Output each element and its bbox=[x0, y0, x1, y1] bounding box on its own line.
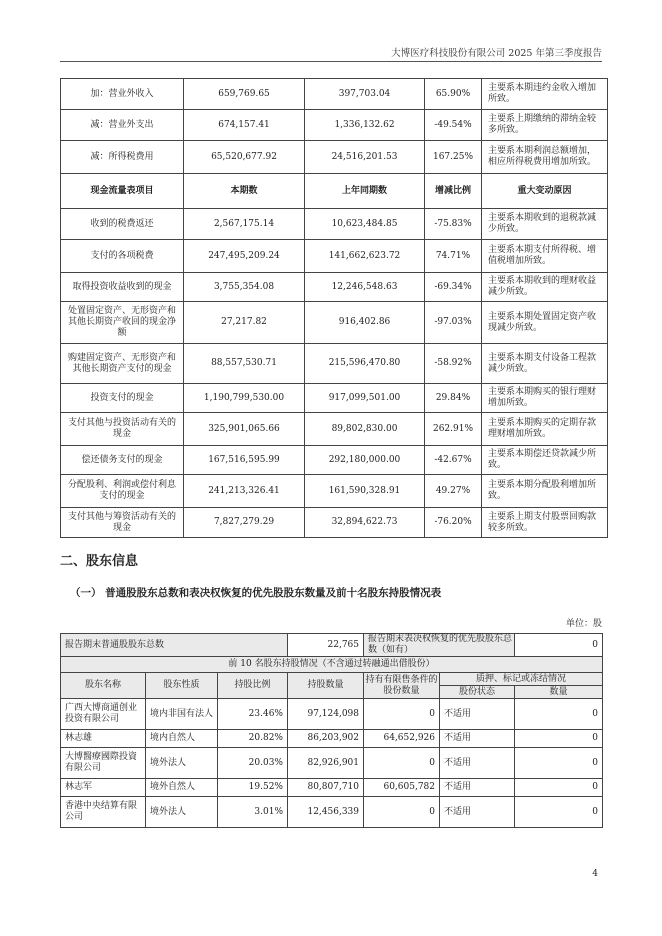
table-row bbox=[61, 79, 608, 110]
shareholder-name: 香港中央结算有限公司 bbox=[61, 797, 146, 828]
top10-caption-row bbox=[61, 657, 603, 673]
row-prior: 215,596,470.80 bbox=[305, 344, 425, 384]
shareholder-shares: 82,926,901 bbox=[288, 748, 364, 779]
table-row bbox=[61, 209, 608, 240]
col-nature: 股东性质 bbox=[146, 673, 218, 699]
shareholder-pledge-qty: 0 bbox=[515, 779, 603, 797]
row-current: 674,157.41 bbox=[184, 110, 305, 141]
shareholder-shares: 86,203,902 bbox=[288, 730, 364, 748]
row-item: 处置固定资产、无形资产和其他长期资产收回的现金净额 bbox=[61, 302, 184, 344]
row-reason: 主要系本期购买的银行理财增加所致。 bbox=[482, 384, 608, 413]
row-current: 88,557,530.71 bbox=[184, 344, 305, 384]
row-reason: 主要系本期收到的理财收益减少所致。 bbox=[482, 273, 608, 302]
row-prior: 10,623,484.85 bbox=[305, 209, 425, 240]
shareholder-ratio: 19.52% bbox=[218, 779, 288, 797]
shareholder-pledge-status: 不适用 bbox=[440, 779, 515, 797]
row-reason: 主要系本期偿还贷款减少所致。 bbox=[482, 446, 608, 475]
row-reason: 主要系本期收到的退税款减少所致。 bbox=[482, 209, 608, 240]
row-item: 加：营业外收入 bbox=[61, 79, 184, 110]
shareholder-row bbox=[61, 730, 603, 748]
table-row bbox=[61, 508, 608, 538]
shareholder-row bbox=[61, 699, 603, 730]
row-reason: 主要系上期支付股票回购款较多所致。 bbox=[482, 508, 608, 538]
shareholder-shares: 97,124,098 bbox=[288, 699, 364, 730]
shareholder-pledge-qty: 0 bbox=[515, 797, 603, 828]
row-item: 取得投资收益收到的现金 bbox=[61, 273, 184, 302]
table-row bbox=[61, 384, 608, 413]
row-item: 偿还债务支付的现金 bbox=[61, 446, 184, 475]
total-shareholders-label: 报告期末普通股股东总数 bbox=[61, 634, 288, 657]
shareholder-ratio: 20.82% bbox=[218, 730, 288, 748]
row-change: -69.34% bbox=[425, 273, 482, 302]
row-change: -42.67% bbox=[425, 446, 482, 475]
report-header-title: 大博医疗科技股份有限公司 2025 年第三季度报告 bbox=[391, 48, 602, 59]
unit-label: 单位：股 bbox=[565, 619, 602, 629]
row-current: 167,516,595.99 bbox=[184, 446, 305, 475]
row-reason: 主要系本期违约金收入增加所致。 bbox=[482, 79, 608, 110]
shareholder-ratio: 23.46% bbox=[218, 699, 288, 730]
row-reason: 主要系上期缴纳的滞纳金较多所致。 bbox=[482, 110, 608, 141]
row-prior: 161,590,328.91 bbox=[305, 475, 425, 508]
col-pledge-qty: 数量 bbox=[515, 686, 603, 699]
row-item: 支付其他与筹资活动有关的现金 bbox=[61, 508, 184, 538]
row-change: 167.25% bbox=[425, 141, 482, 174]
shareholder-nature: 境外自然人 bbox=[146, 779, 218, 797]
row-reason: 主要系本期利润总额增加，相应所得税费用增加所致。 bbox=[482, 141, 608, 174]
col-name: 股东名称 bbox=[61, 673, 146, 699]
row-reason: 主要系本期分配股利增加所致。 bbox=[482, 475, 608, 508]
row-item: 购建固定资产、无形资产和其他长期资产支付的现金 bbox=[61, 344, 184, 384]
row-current: 27,217.82 bbox=[184, 302, 305, 344]
shareholder-restricted: 0 bbox=[364, 748, 440, 779]
row-prior: 916,402.86 bbox=[305, 302, 425, 344]
row-current: 659,769.65 bbox=[184, 79, 305, 110]
shareholder-name: 大博醫療國際投資有限公司 bbox=[61, 748, 146, 779]
total-shareholders-value: 22,765 bbox=[288, 634, 364, 657]
row-change: 262.91% bbox=[425, 413, 482, 446]
pref-shareholders-label: 报告期末表决权恢复的优先股股东总数（如有） bbox=[364, 634, 515, 657]
top10-caption: 前 10 名股东持股情况（不含通过转融通出借股份） bbox=[61, 657, 603, 673]
row-change: 74.71% bbox=[425, 240, 482, 273]
table-row bbox=[61, 475, 608, 508]
row-prior: 12,246,548.63 bbox=[305, 273, 425, 302]
row-current: 241,213,326.41 bbox=[184, 475, 305, 508]
row-item: 减：所得税费用 bbox=[61, 141, 184, 174]
row-prior: 1,336,132.62 bbox=[305, 110, 425, 141]
row-current: 1,190,799,530.00 bbox=[184, 384, 305, 413]
table-row bbox=[61, 302, 608, 344]
shareholder-row bbox=[61, 748, 603, 779]
table-row bbox=[61, 110, 608, 141]
row-change: 65.90% bbox=[425, 79, 482, 110]
cashflow-table bbox=[60, 78, 608, 538]
row-change: -58.92% bbox=[425, 344, 482, 384]
row-prior: 917,099,501.00 bbox=[305, 384, 425, 413]
shareholder-nature: 境外法人 bbox=[146, 748, 218, 779]
row-change: -97.03% bbox=[425, 302, 482, 344]
row-prior: 141,662,623.72 bbox=[305, 240, 425, 273]
shareholder-ratio: 3.01% bbox=[218, 797, 288, 828]
shareholder-nature: 境外法人 bbox=[146, 797, 218, 828]
shareholder-restricted: 60,605,782 bbox=[364, 779, 440, 797]
shareholder-restricted: 0 bbox=[364, 797, 440, 828]
header-divider bbox=[60, 61, 602, 62]
header-prior: 上年同期数 bbox=[305, 174, 425, 209]
col-restricted: 持有有限售条件的股份数量 bbox=[364, 673, 440, 699]
col-shares: 持股数量 bbox=[288, 673, 364, 699]
col-ratio: 持股比例 bbox=[218, 673, 288, 699]
row-prior: 292,180,000.00 bbox=[305, 446, 425, 475]
shareholder-row bbox=[61, 779, 603, 797]
row-prior: 89,802,830.00 bbox=[305, 413, 425, 446]
cashflow-header-row bbox=[61, 174, 608, 209]
header-change: 增减比例 bbox=[425, 174, 482, 209]
shareholder-nature: 境内自然人 bbox=[146, 730, 218, 748]
table-row bbox=[61, 141, 608, 174]
shareholder-restricted: 0 bbox=[364, 699, 440, 730]
table-row bbox=[61, 446, 608, 475]
table-row bbox=[61, 344, 608, 384]
row-prior: 397,703.04 bbox=[305, 79, 425, 110]
header-item: 现金流量表项目 bbox=[61, 174, 184, 209]
row-item: 减：营业外支出 bbox=[61, 110, 184, 141]
row-change: -75.83% bbox=[425, 209, 482, 240]
row-item: 分配股利、利润或偿付利息支付的现金 bbox=[61, 475, 184, 508]
shareholder-restricted: 64,652,926 bbox=[364, 730, 440, 748]
row-change: 29.84% bbox=[425, 384, 482, 413]
header-current: 本期数 bbox=[184, 174, 305, 209]
row-item: 收到的税费返还 bbox=[61, 209, 184, 240]
section-title: 二、股东信息 bbox=[60, 554, 139, 569]
section-subtitle: （一） 普通股股东总数和表决权恢复的优先股股东数量及前十名股东持股情况表 bbox=[70, 587, 442, 599]
page-number: 4 bbox=[592, 869, 598, 879]
shareholder-summary-row bbox=[61, 634, 603, 657]
row-change: -76.20% bbox=[425, 508, 482, 538]
row-current: 325,901,065.66 bbox=[184, 413, 305, 446]
shareholder-table bbox=[60, 633, 603, 828]
shareholder-pledge-status: 不适用 bbox=[440, 730, 515, 748]
table-row bbox=[61, 413, 608, 446]
shareholder-name: 林志雄 bbox=[61, 730, 146, 748]
shareholder-nature: 境内非国有法人 bbox=[146, 699, 218, 730]
shareholder-pledge-status: 不适用 bbox=[440, 797, 515, 828]
row-current: 3,755,354.08 bbox=[184, 273, 305, 302]
shareholder-pledge-qty: 0 bbox=[515, 748, 603, 779]
table-row bbox=[61, 273, 608, 302]
pref-shareholders-value: 0 bbox=[515, 634, 603, 657]
shareholder-pledge-qty: 0 bbox=[515, 699, 603, 730]
col-pledge-group: 质押、标记或冻结情况 bbox=[440, 673, 603, 686]
shareholder-pledge-qty: 0 bbox=[515, 730, 603, 748]
header-reason: 重大变动原因 bbox=[482, 174, 608, 209]
shareholder-pledge-status: 不适用 bbox=[440, 699, 515, 730]
row-item: 投资支付的现金 bbox=[61, 384, 184, 413]
shareholder-ratio: 20.03% bbox=[218, 748, 288, 779]
row-change: 49.27% bbox=[425, 475, 482, 508]
row-change: -49.54% bbox=[425, 110, 482, 141]
shareholder-name: 林志军 bbox=[61, 779, 146, 797]
column-header-row bbox=[61, 673, 603, 686]
row-current: 2,567,175.14 bbox=[184, 209, 305, 240]
row-reason: 主要系本期支付所得税、增值税增加所致。 bbox=[482, 240, 608, 273]
row-reason: 主要系本期支付设备工程款减少所致。 bbox=[482, 344, 608, 384]
row-prior: 32,894,622.73 bbox=[305, 508, 425, 538]
shareholder-shares: 80,807,710 bbox=[288, 779, 364, 797]
row-current: 7,827,279.29 bbox=[184, 508, 305, 538]
row-reason: 主要系本期购买的定期存款理财增加所致。 bbox=[482, 413, 608, 446]
row-reason: 主要系本期处置固定资产收现减少所致。 bbox=[482, 302, 608, 344]
row-item: 支付其他与投资活动有关的现金 bbox=[61, 413, 184, 446]
table-row bbox=[61, 240, 608, 273]
shareholder-name: 广西大博商通创业投资有限公司 bbox=[61, 699, 146, 730]
col-pledge-status: 股份状态 bbox=[440, 686, 515, 699]
shareholder-row bbox=[61, 797, 603, 828]
row-prior: 24,516,201.53 bbox=[305, 141, 425, 174]
row-current: 247,495,209.24 bbox=[184, 240, 305, 273]
row-current: 65,520,677.92 bbox=[184, 141, 305, 174]
row-item: 支付的各项税费 bbox=[61, 240, 184, 273]
shareholder-shares: 12,456,339 bbox=[288, 797, 364, 828]
shareholder-pledge-status: 不适用 bbox=[440, 748, 515, 779]
